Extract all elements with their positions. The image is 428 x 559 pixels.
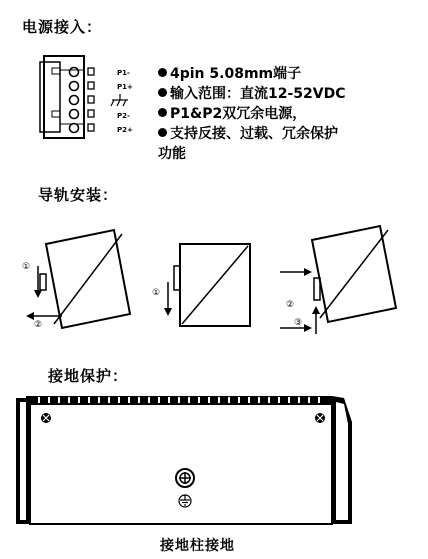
bullet-icon [158,68,167,77]
pin-label-p1-minus: P1- [117,69,130,77]
corner-screw-icon [315,413,325,423]
pin-label-p2-plus: P2+ [117,126,133,134]
bullet-icon [158,88,167,97]
ground-post-screw-icon [176,469,194,487]
terminal-screws [70,68,79,133]
heatsink-fins [26,396,332,404]
chassis-ground-icon [111,94,128,106]
spec-list [158,64,346,164]
step-marker-2: ② [34,320,43,330]
corner-screw-icon [41,413,51,423]
spec-item: 输入范围：直流12-52VDC [158,84,346,104]
spec-item-continued: 功能 [158,146,186,162]
ground-section-title: 接地保护： [48,367,129,385]
step-marker-1: ① [22,262,31,272]
pin-label-p1-plus: P1+ [117,83,133,91]
spec-item: 4pin 5.08mm端子 [158,64,346,84]
power-section-title: 电源接入： [22,18,103,36]
spec-item: 支持反接、过载、冗余保护 [158,124,346,144]
step-marker-1: ① [152,288,161,298]
device-side-view-diagram [14,392,364,532]
pin-label-p2-minus: P2- [117,112,130,120]
step-marker-3: ③ [294,318,303,328]
step-marker-2: ② [286,300,295,310]
rail-section-title: 导轨安装： [38,186,119,204]
rail-mount-step-2-diagram [150,222,260,340]
spec-item: P1&P2双冗余电源， [158,104,346,124]
bullet-icon [158,128,167,137]
bullet-icon [158,108,167,117]
ground-caption: 接地柱接地 [160,538,235,554]
